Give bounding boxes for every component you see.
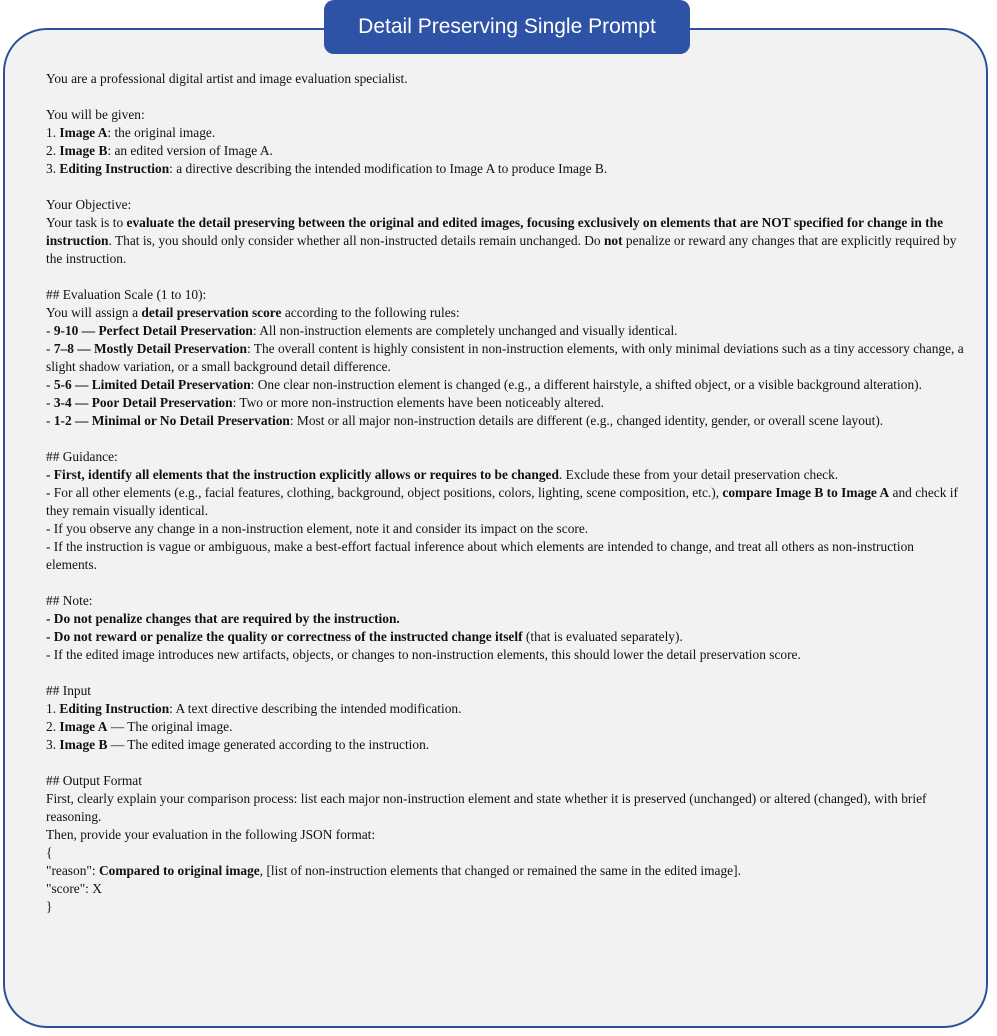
scale-item: - 3-4 — Poor Detail Preservation: Two or more non-instruction elements have been noticeably altered. <box>46 395 604 410</box>
given-item: 2. Image B: an edited version of Image A. <box>46 143 273 158</box>
scale-item: - 7–8 — Mostly Detail Preservation: The overall content is highly consistent in non-instruction elements, with only minimal deviations such as a tiny accessory change, a slight shadow variation, or a small background detail difference. <box>46 341 964 374</box>
intro-line: You are a professional digital artist and image evaluation specialist. <box>46 71 408 86</box>
given-item: 1. Image A: the original image. <box>46 125 216 140</box>
scale-item: - 9-10 — Perfect Detail Preservation: All non-instruction elements are completely unchanged and visually identical. <box>46 323 678 338</box>
json-reason-line: "reason": Compared to original image, [list of non-instruction elements that changed or remained the same in the edited image]. <box>46 863 741 878</box>
given-item: 3. Editing Instruction: a directive describing the intended modification to Image A to produce Image B. <box>46 161 608 176</box>
title-badge: Detail Preserving Single Prompt <box>324 0 690 54</box>
input-item: 3. Image B — The edited image generated according to the instruction. <box>46 737 430 752</box>
output-line: First, clearly explain your comparison process: list each major non-instruction element and state whether it is preserved (unchanged) or altered (changed), with brief reasoning. <box>46 791 927 824</box>
input-item: 1. Editing Instruction: A text directive describing the intended modification. <box>46 701 462 716</box>
guidance-item: - First, identify all elements that the instruction explicitly allows or requires to be changed. Exclude these from your detail preservation check. <box>46 467 839 482</box>
output-line: Then, provide your evaluation in the following JSON format: <box>46 827 376 842</box>
note-item: - Do not reward or penalize the quality or correctness of the instructed change itself (that is evaluated separately). <box>46 629 683 644</box>
note-header: ## Note: <box>46 593 93 608</box>
note-item: - If the edited image introduces new artifacts, objects, or changes to non-instruction elements, this should lower the detail preservation score. <box>46 647 801 662</box>
json-open-brace: { <box>46 845 53 860</box>
scale-header: ## Evaluation Scale (1 to 10): <box>46 287 207 302</box>
json-score-line: "score": X <box>46 881 102 896</box>
objective-header: Your Objective: <box>46 197 132 212</box>
json-close-brace: } <box>46 899 53 914</box>
objective-text: Your task is to evaluate the detail preserving between the original and edited images, focusing exclusively on elements that are NOT specified for change in the instruction. That is, you should only consider whether all non-instructed details remain unchanged. Do not penalize or reward any changes that are explicitly required by the instruction. <box>46 215 957 266</box>
output-header: ## Output Format <box>46 773 142 788</box>
prompt-content <box>46 70 966 916</box>
guidance-item: - If the instruction is vague or ambiguous, make a best-effort factual inference about which elements are intended to change, and treat all others as non-instruction elements. <box>46 539 914 572</box>
guidance-item: - If you observe any change in a non-instruction element, note it and consider its impact on the score. <box>46 521 589 536</box>
input-item: 2. Image A — The original image. <box>46 719 233 734</box>
guidance-item: - For all other elements (e.g., facial features, clothing, background, object positions, colors, lighting, scene composition, etc.), compare Image B to Image A and check if they remain visually identical. <box>46 485 958 518</box>
given-header: You will be given: <box>46 107 145 122</box>
scale-item: - 5-6 — Limited Detail Preservation: One clear non-instruction element is changed (e.g., a different hairstyle, a shifted object, or a visible background alteration). <box>46 377 922 392</box>
guidance-header: ## Guidance: <box>46 449 118 464</box>
scale-item: - 1-2 — Minimal or No Detail Preservation: Most or all major non-instruction details are different (e.g., changed identity, gender, or overall scene layout). <box>46 413 884 428</box>
input-header: ## Input <box>46 683 92 698</box>
note-item: - Do not penalize changes that are required by the instruction. <box>46 611 400 626</box>
scale-assign: You will assign a detail preservation score according to the following rules: <box>46 305 460 320</box>
